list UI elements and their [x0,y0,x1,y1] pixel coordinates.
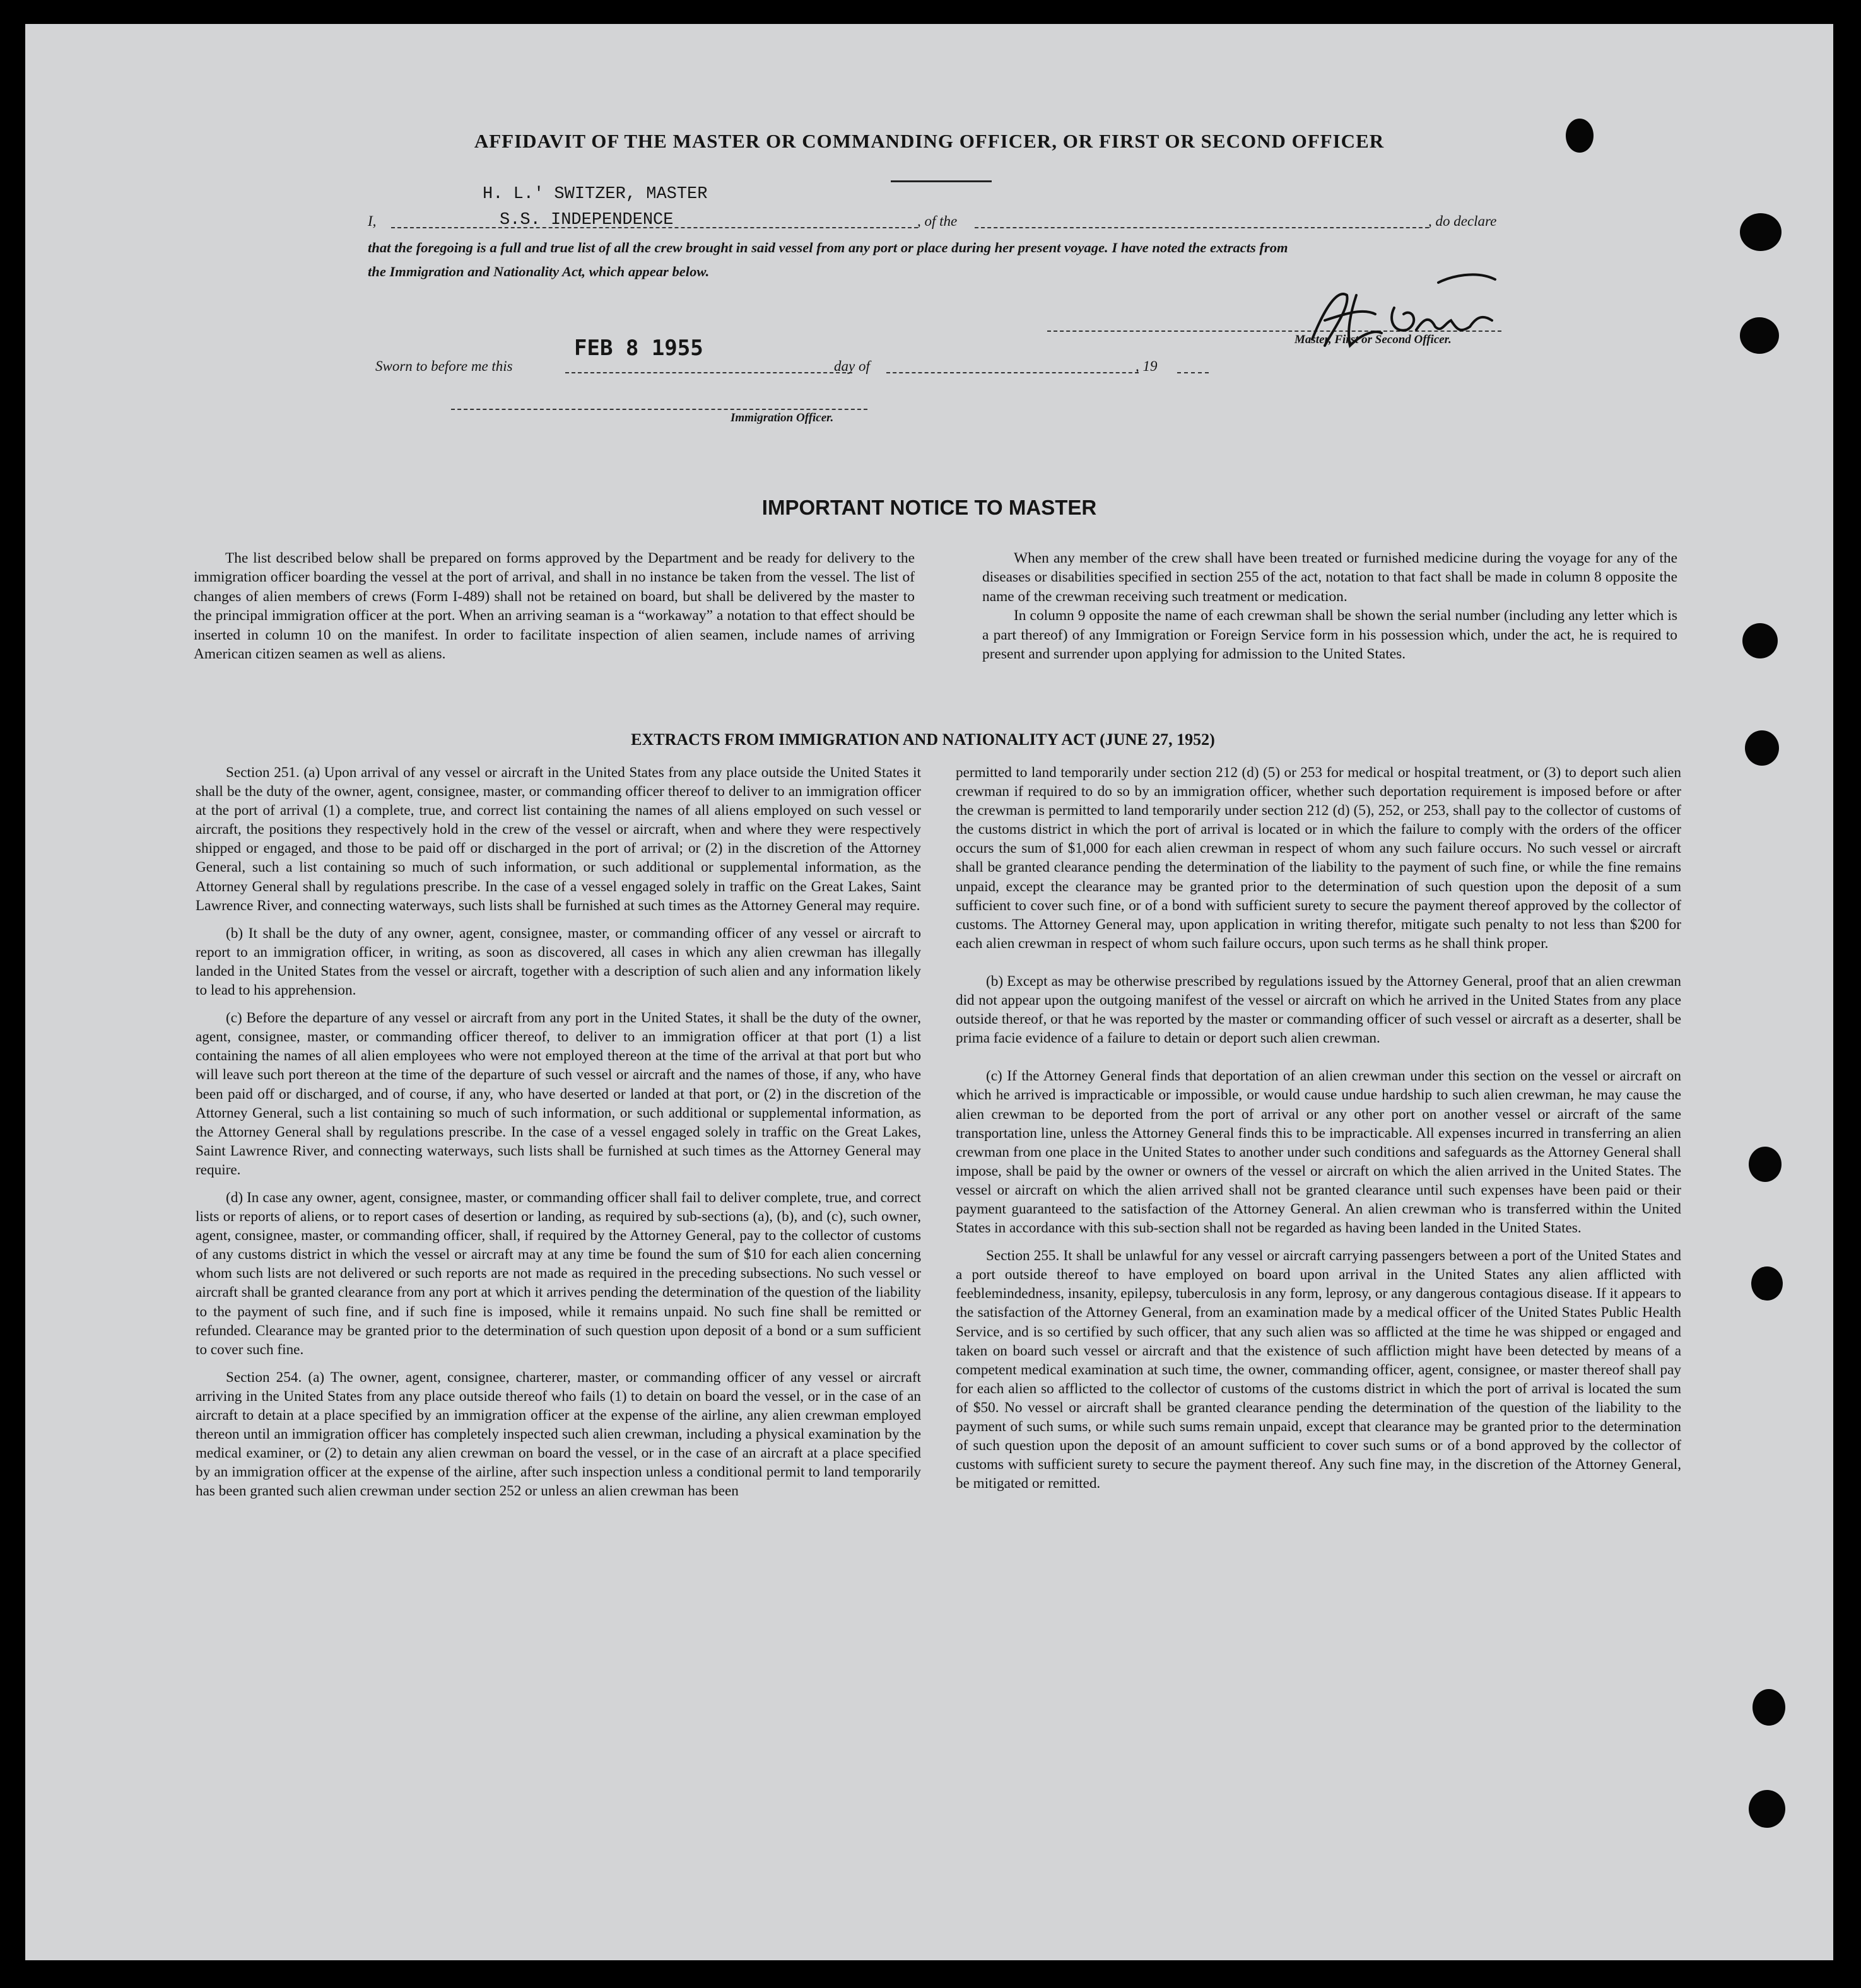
section-251b: (b) It shall be the duty of any owner, agent, consignee, master, or commanding officer of any vessel or aircraft to report to an immigration officer, in writing, as soon as discovered, all cases in which any alien crewman has illegally landed in the United States from the vessel or aircraft, together with a description of such alien and any information likely to lead to his apprehension. [196,925,921,999]
extracts-right-column [956,763,1681,1493]
section-254c: (c) If the Attorney General finds that deportation of an alien crewman under this section on the vessel or aircraft on which he arrived is impracticable or impossible, or would cause undue hardship to such alien crewman, he may cause the alien crewman to be deported from the port of arrival or any other port on another vessel or aircraft of the same transportation line, unless the Attorney General finds this to be impracticable. All expenses incurred in transferring an alien crewman from one place in the United States to another under such conditions and safeguards as the Attorney General shall impose, shall be paid by the owner or owners of the vessel or aircraft on which the alien arrived in the United States. The vessel or aircraft on which the alien arrived shall not be granted clearance until such expenses have been paid or their payment guaranteed to the satisfaction of the Attorney General. An alien crewman who is transferred within the United States in accordance with this sub-section shall not be regarded as having been landed in the United States. [956,1068,1681,1237]
binder-hole [1749,1147,1782,1182]
affidavit-text-line3: the Immigration and Nationality Act, which appear below. [368,264,710,279]
binder-hole [1742,623,1778,658]
year-line [1177,372,1209,373]
notice-left-text [194,549,915,664]
section-251c: (c) Before the departure of any vessel or aircraft from any port in the United States, it shall be the duty of the owner, agent, consignee, master, or commanding officer thereof, to deliver to an immigration officer at that port (1) a list containing the names of all alien employees who were not employed thereon at the time of the arrival at that port but who will leave such port thereon at the time of the departure of such vessel or aircraft and the names of those, if any, who have been paid off or discharged, and of course, if any, who have deserted or landed at that port, or (2) in the discretion of the Attorney General, such a list containing so much of such information, or such additional or supplemental information, as the Attorney General shall by regulations prescribe. In the case of a vessel engaged solely in traffic on the Great Lakes, Saint Lawrence River, and connecting waterways, such lists shall be furnished at such times as the Attorney General may require. [196,1010,921,1178]
day-line [565,372,852,373]
binder-hole [1752,1689,1785,1726]
handwritten-signature [1287,270,1514,365]
officer-line [451,409,867,410]
name-line [391,227,918,228]
section-251a: Section 251. (a) Upon arrival of any vessel or aircraft in the United States from any place outside the United States it shall be the duty of the owner, agent, consignee, master, or commanding officer thereof to deliver to an immigration officer at the port of arrival (1) a complete, true, and correct list containing the names of all aliens employed on such vessel or aircraft, the positions they respectively hold in the crew of the vessel or aircraft, when and where they were respectively shipped or engaged, and those to be paid off or discharged in the port of arrival; or (2) in the discretion of the Attorney General, such a list containing so much of such information, or such additional or supplemental information, as the Attorney General shall by regulations prescribe. In the case of a vessel engaged solely in traffic on the Great Lakes, Saint Lawrence River, and connecting waterways, such lists shall be furnished at such times as the Attorney General may require. [196,764,921,914]
typed-name: H. L.' SWITZER, MASTER [483,185,708,204]
notice-right-paragraph-1: When any member of the crew shall have been treated or furnished medicine during the voyage for any of the diseases or disabilities specified in section 255 of the act, notation to that fact shall be made in column 8 opposite the name of the crewman receiving such treatment or medication. [982,550,1677,605]
binder-hole [1740,317,1779,354]
section-254a: Section 254. (a) The owner, agent, consignee, charterer, master, or commanding officer of any vessel or aircraft arriving in the United States from any place outside thereof who fails (1) to detain on board the vessel, or in the case of an aircraft to detain at a place specified by an immigration officer at the expense of the airline, any alien crewman employed thereon until an immigration officer has completely inspected such alien crewman, including a physical examination by the medical examiner, or (2) to detain any alien crewman on board the vessel, or in the case of an aircraft at a place specified by an immigration officer at the expense of the airline, after such inspection unless a conditional permit to land temporarily has been granted such alien crewman under section 252 or unless an alien crewman has been [196,1369,921,1500]
notice-right-text [982,549,1677,664]
section-254a-continued: permitted to land temporarily under section 212 (d) (5) or 253 for medical or hospital treatment, or (3) to deport such alien crewman if required to do so by an immigration officer, whether such deportation requirement is imposed before or after the crewman is permitted to land temporarily under section 212 (d) (5), 252, or 253, shall pay to the collector of customs of the customs district in which the port of arrival is located or in which the failure to comply with the orders of the officer occurs the sum of $1,000 for each alien crewman in respect of whom any such failure occurs. No such vessel or aircraft shall be granted clearance pending the determination of the liability to the payment of such fine, or while the fine remains unpaid, except the clearance may be granted prior to the determination of such question upon the deposit of a sum sufficient to cover such fine, or of a bond with sufficient surety to secure the payment thereof approved by the collector of customs. The Attorney General may, upon application in writing therefor, mitigate such penalty to not less than $200 for each alien crewman in respect of whom such failure occurs, upon such terms as he shall think proper. [956,764,1681,952]
affidavit-text-line2: that the foregoing is a full and true list of all the crew brought in said vessel from any port or place during her present voyage. I have noted the extracts from [368,240,1288,255]
of-the-label: , of the [917,213,958,229]
typed-vessel: S.S. INDEPENDENCE [500,211,674,230]
notice-left-paragraph: The list described below shall be prepared on forms approved by the Department and be ready for delivery to the immigration officer boarding the vessel at the port of arrival, and shall in no instance be taken from the vessel. The list of changes of alien members of crews (Form I-489) shall not be retained on board, but shall be delivered by the master to the principal immigration officer at the port. When an arriving seaman is a “workaway” a notation to that effect should be inserted in column 10 on the manifest. In order to facilitate inspection of alien seamen, include names of arriving American citizen seamen as well as aliens. [194,550,915,663]
notice-title: IMPORTANT NOTICE TO MASTER [761,496,1097,519]
section-251d: (d) In case any owner, agent, consignee, master, or commanding officer shall fail to deliver complete, true, and correct lists or reports of aliens, or to report cases of desertion or landing, as required by sub-sections (a), (b), and (c), such owner, agent, consignee, master, or commanding officer, shall, if required by the Attorney General, pay to the collector of customs of any customs district in which the vessel or aircraft may at any time be found the sum of $10 for each alien concerning whom such lists are not delivered or such reports are not made as required in the preceding subsections. No such vessel or aircraft shall be granted clearance from any port at which it arrives pending the determination of the question of the liability to the payment of such fine, and if such fine is imposed, while it remains unpaid. No such fine shall be remitted or refunded. Clearance may be granted prior to the determination of such question upon deposit of a bond or a sum sufficient to cover such fine. [196,1189,921,1358]
vessel-line [975,227,1429,228]
signature-caption: Master, First or Second Officer. [1294,333,1452,346]
date-stamp: FEB 8 1955 [574,336,703,361]
binder-hole [1740,213,1782,251]
document-page [25,24,1833,1960]
title-rule [891,180,992,182]
immigration-officer-label: Immigration Officer. [731,411,834,424]
do-declare-label: , do declare [1428,213,1497,229]
section-255: Section 255. It shall be unlawful for any vessel or aircraft carrying passengers between a port of the United States and a port outside thereof to have employed on board upon arrival in the United States any alien afflicted with feeblemindedness, insanity, epilepsy, tuberculosis in any form, leprosy, or any dangerous contagious disease. If it appears to the satisfaction of the Attorney General, from an examination made by a medical officer of the United States Public Health Service, and is so certified by such officer, that any such alien was so afflicted at the time he was shipped or engaged and taken on board such vessel or aircraft and that the existence of such affliction might have been detected by means of a competent medical examination at such time, the owner, commanding officer, agent, consignee, or master thereof shall pay for each alien so afflicted to the collector of customs of the customs district in which the port of arrival is located the sum of $50. No vessel or aircraft shall be granted clearance pending the determination of the question of the liability to the payment of such sums, or while such sums remain unpaid, except that clearance may be granted prior to the determination of such question upon the deposit of an amount sufficient to cover such sums or of a bond approved by the collector of customs with sufficient surety to secure the payment thereof. Any such fine may, in the discretion of the Attorney General, be mitigated or remitted. [956,1248,1681,1492]
month-line [886,372,1139,373]
extracts-left-column [196,763,921,1500]
section-254b: (b) Except as may be otherwise prescribed by regulations issued by the Attorney General, proof that an alien crewman did not appear upon the outgoing manifest of the vessel or aircraft on which he arrived in the United States from any place outside thereof, or that he was reported by the master or commanding officer of such vessel or aircraft as a deserter, shall be prima facie evidence of a failure to detain or deport such alien crewman. [956,973,1681,1047]
affidavit-i: I, [368,213,377,229]
year-label: , 19 [1136,358,1158,374]
sworn-label: Sworn to before me this [375,358,513,374]
binder-hole [1751,1266,1783,1301]
notice-right-paragraph-2: In column 9 opposite the name of each crewman shall be shown the serial number (including any letter which is a part thereof) of any Immigration or Foreign Service form in his possession which, under the act, he is required to present and surrender upon applying for admission to the United States. [982,607,1677,663]
day-of-label: day of [834,358,870,374]
extracts-title: EXTRACTS FROM IMMIGRATION AND NATIONALITY ACT (JUNE 27, 1952) [631,730,1215,749]
binder-hole [1749,1790,1785,1828]
affidavit-title: AFFIDAVIT OF THE MASTER OR COMMANDING OFFICER, OR FIRST OR SECOND OFFICER [474,130,1385,152]
